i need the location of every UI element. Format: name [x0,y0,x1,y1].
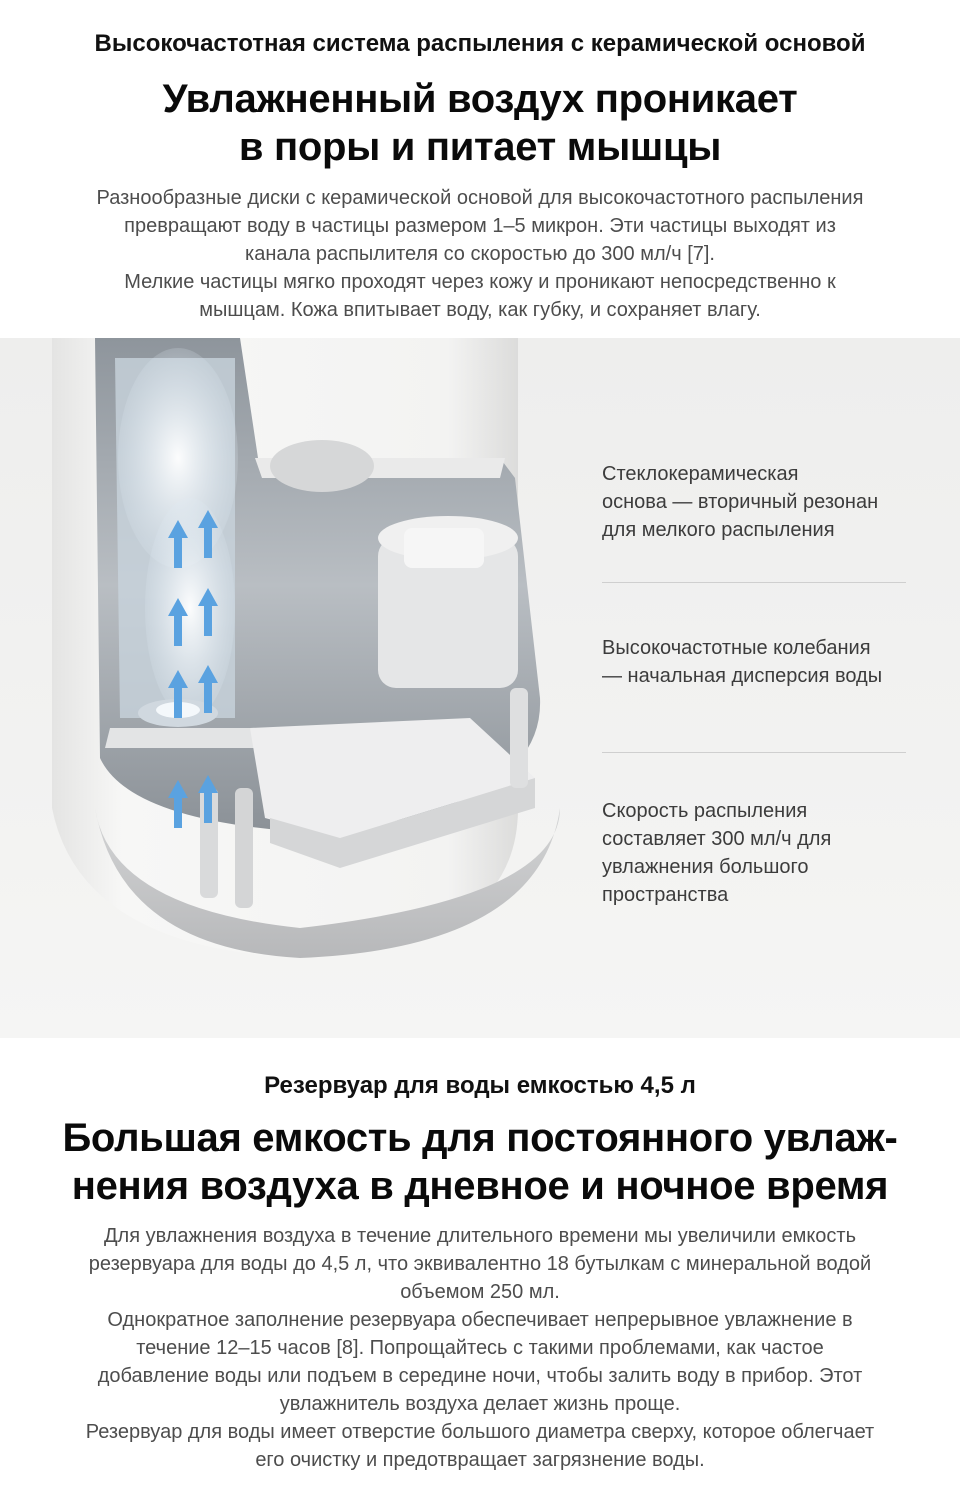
paragraph-line: увлажнитель воздуха делает жизнь проще. [279,1393,681,1415]
top-paragraph [20,184,940,324]
bottom-headline [0,1114,960,1210]
top-headline [0,75,960,171]
callout-divider [602,582,906,583]
paragraph-line: его очистку и предотвращает загрязнение воды. [255,1449,705,1471]
callout-line: Стеклокерамическая [602,463,799,485]
paragraph-line: мышцам. Кожа впитывает воду, как губку, и сохраняет влагу. [199,299,761,321]
callout-line: основа — вторичный резонан [602,491,879,513]
paragraph-line: Мелкие частицы мягко проходят через кожу и проникают непосредственно к [124,271,836,293]
bottom-headline-line: нения воздуха в дневное и ночное время [71,1164,889,1208]
callout-line: Скорость распыления [602,800,808,822]
callout-line: составляет 300 мл/ч для [602,828,832,850]
callout-vibration [602,634,942,690]
paragraph-line: резервуара для воды до 4,5 л, что эквивалентно 18 бутылкам с минеральной водой [88,1253,872,1275]
top-headline-line: Увлажненный воздух проникает [162,77,798,121]
bottom-headline-line: Большая емкость для постоянного увлаж- [62,1116,898,1160]
callout-divider [602,752,906,753]
paragraph-line: Однократное заполнение резервуара обеспечивает непрерывное увлажнение в [107,1309,853,1331]
callout-line: увлажнения большого [602,856,809,878]
bottom-subtitle: Резервуар для воды емкостью 4,5 л [264,1072,696,1099]
callout-line: для мелкого распыления [602,519,835,541]
top-section [0,0,960,338]
paragraph-line: Резервуар для воды имеет отверстие большого диаметра сверху, которое облегчает [85,1421,875,1443]
paragraph-line: Разнообразные диски с керамической основой для высокочастотного распыления [96,187,864,209]
callout-line: — начальная дисперсия воды [602,665,883,687]
paragraph-line: течение 12–15 часов [8]. Попрощайтесь с такими проблемами, как частое [136,1337,824,1359]
paragraph-line: превращают воду в частицы размером 1–5 микрон. Эти частицы выходят из [124,215,836,237]
top-subtitle: Высокочастотная система распыления с керамической основой [94,30,866,57]
callout-glass-ceramic [602,460,942,544]
paragraph-line: канала распылителя со скоростью до 300 мл/ч [7]. [245,243,715,265]
paragraph-line: добавление воды или подъем в середине ночи, чтобы залить воду в прибор. Этот [97,1365,863,1387]
bottom-section [0,1038,960,1487]
callout-spray-rate [602,797,942,909]
top-headline-line: в поры и питает мышцы [238,125,722,169]
callout-line: пространства [602,884,729,906]
callout-line: Высокочастотные колебания [602,637,871,659]
humidifier-cutaway-figure [0,338,960,1038]
paragraph-line: Для увлажнения воздуха в течение длительного времени мы увеличили емкость [103,1225,857,1247]
paragraph-line: объемом 250 мл. [400,1281,560,1303]
bottom-paragraph [20,1222,940,1474]
